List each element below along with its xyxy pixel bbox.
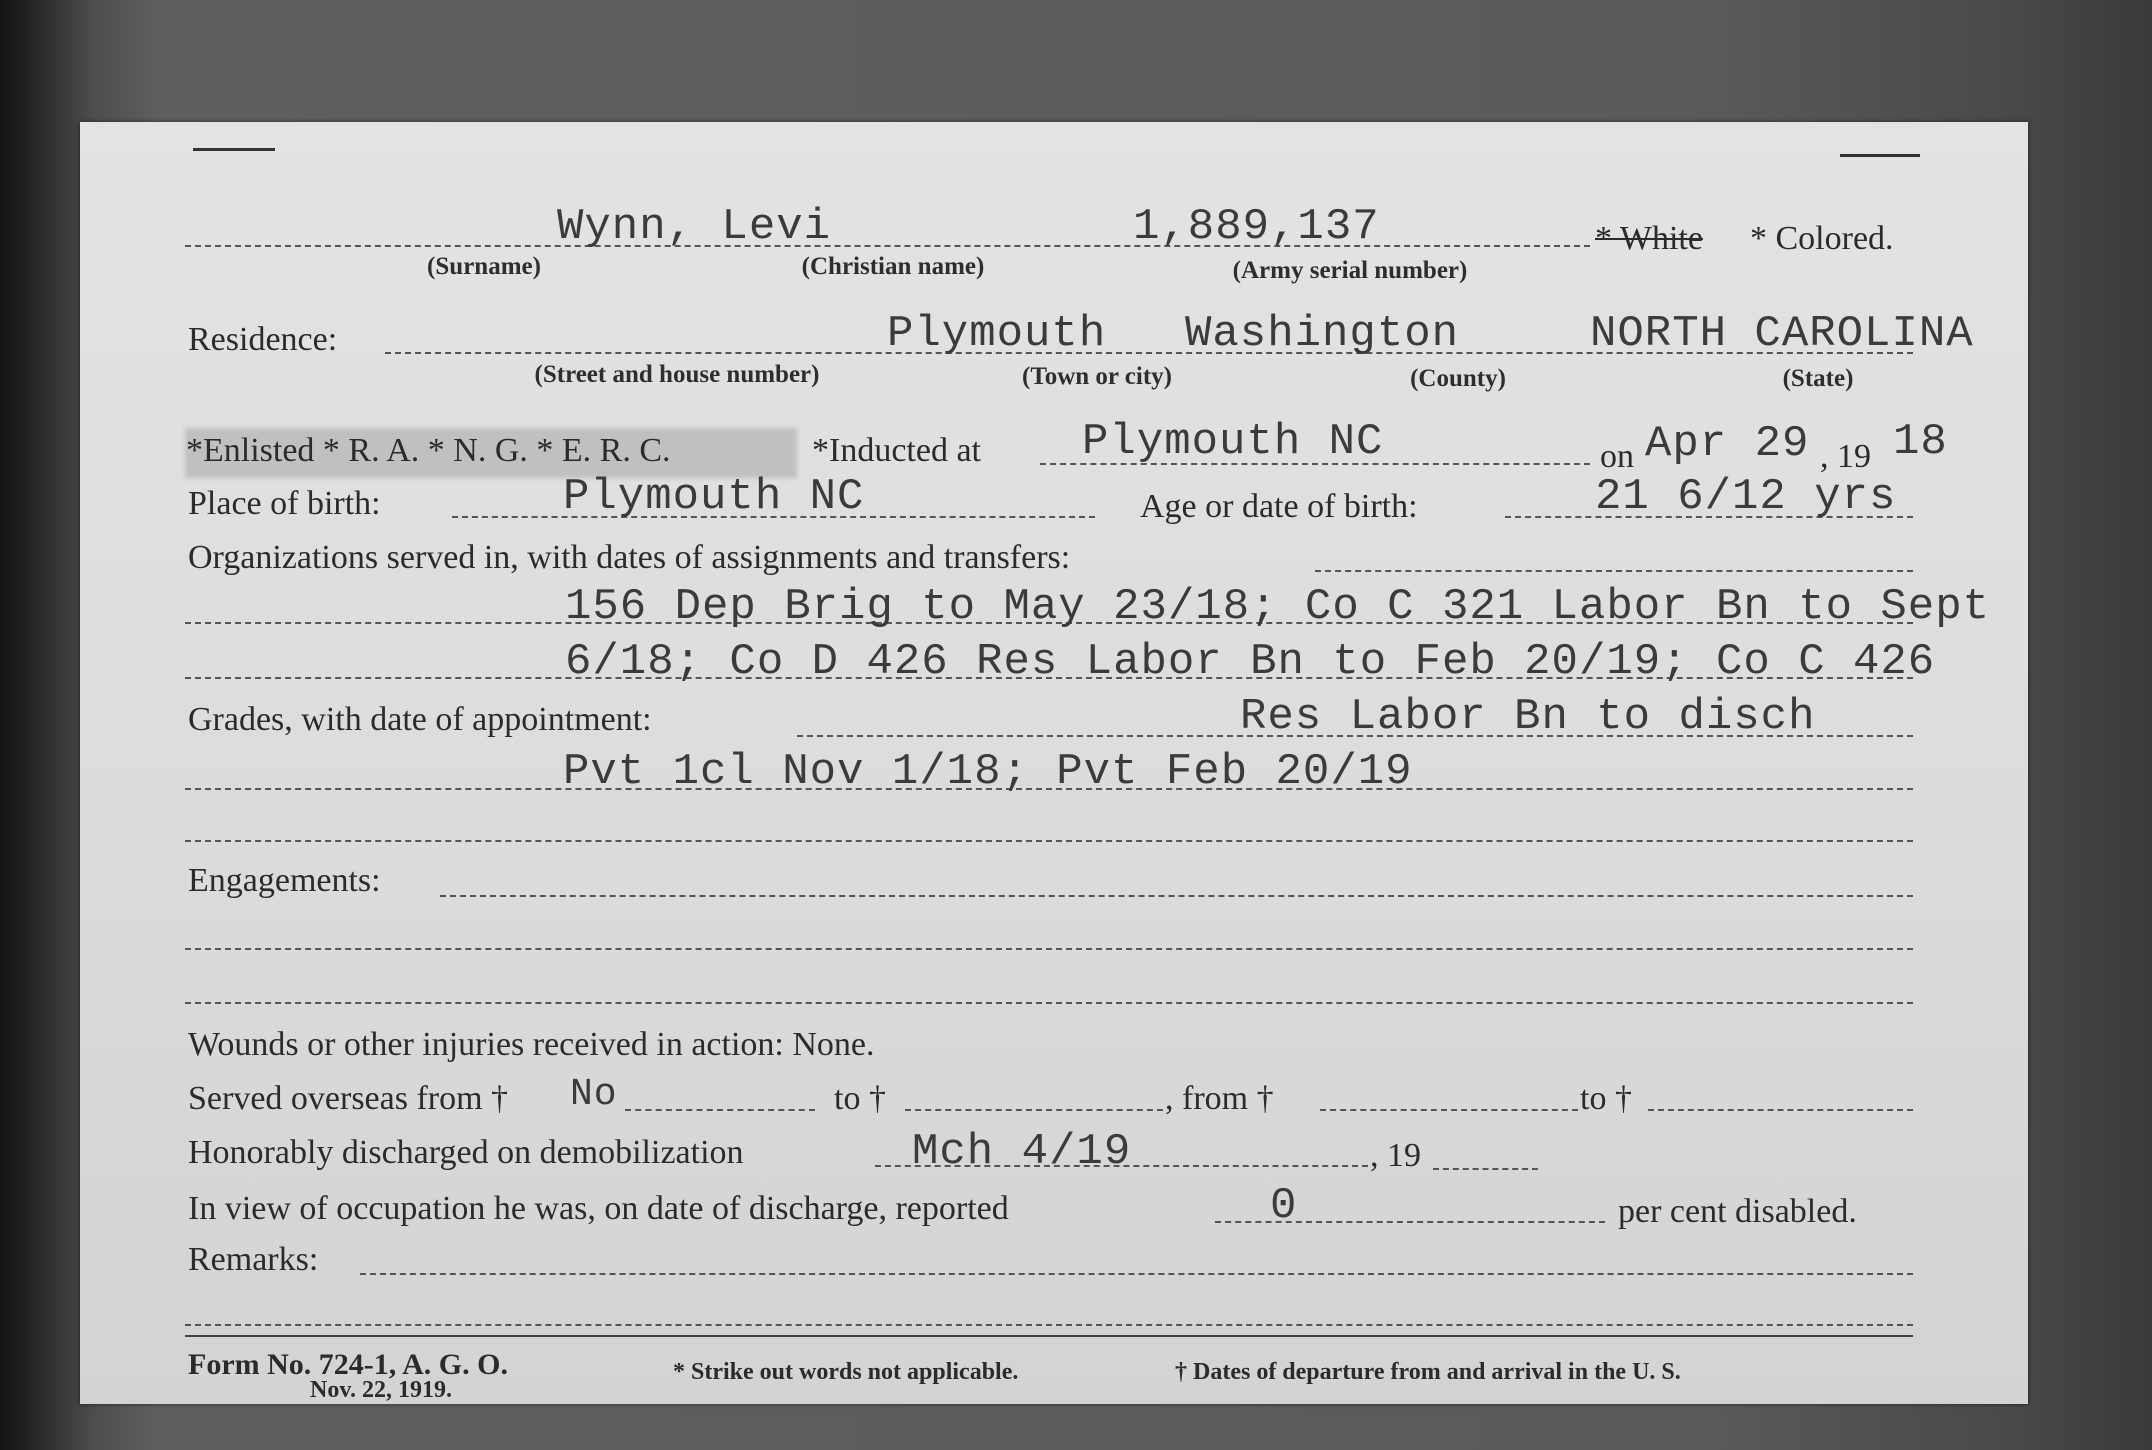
army-serial-number: 1,889,137	[1133, 202, 1380, 252]
engagements-line-0	[440, 895, 1913, 897]
overseas-label: Served overseas from †	[188, 1080, 509, 1117]
overseas-value: No	[570, 1073, 618, 1116]
inducted-label: *Inducted at	[812, 432, 981, 469]
residence-label: Residence:	[188, 321, 338, 358]
discharge-date: Mch 4/19	[912, 1127, 1132, 1177]
discharge-year-line	[1433, 1168, 1538, 1170]
induction-date: Apr 29	[1645, 419, 1810, 469]
form-number: Form No. 724-1, A. G. O.	[188, 1348, 508, 1381]
county-caption: (County)	[1410, 365, 1506, 392]
organizations-text-3: Res Labor Bn to disch	[1240, 692, 1816, 742]
form-date: Nov. 22, 1919.	[310, 1377, 453, 1403]
christian-name-caption: (Christian name)	[801, 253, 985, 280]
remarks-line-0	[360, 1273, 1913, 1275]
organizations-text-1: 156 Dep Brig to May 23/18; Co C 321 Labor Bn to Sept	[565, 582, 1991, 632]
overseas-to-label: to †	[834, 1080, 886, 1117]
organizations-label: Organizations served in, with dates of assignments and transfers:	[188, 539, 1071, 576]
soldier-name: Wynn, Levi	[557, 202, 832, 252]
grades-label: Grades, with date of appointment:	[188, 701, 652, 738]
engagements-line-1	[185, 948, 1913, 950]
bottom-rule	[185, 1335, 1913, 1337]
overseas-to2-label: to †	[1580, 1080, 1632, 1117]
strike-note: * Strike out words not applicable.	[673, 1359, 1019, 1385]
overseas-line-1	[625, 1109, 815, 1111]
engagements-line-2	[185, 1002, 1913, 1004]
state-caption: (State)	[1782, 365, 1854, 392]
induction-year: 18	[1893, 417, 1948, 467]
disability-label: In view of occupation he was, on date of discharge, reported	[188, 1190, 1009, 1227]
overseas-line-4	[1648, 1109, 1913, 1111]
dates-note: † Dates of departure from and arrival in the U. S.	[1175, 1359, 1681, 1385]
residence-county: Washington	[1185, 309, 1460, 359]
serial-number-caption: (Army serial number)	[1232, 257, 1468, 284]
wounds-label: Wounds or other injuries received in action: None.	[188, 1026, 875, 1063]
overseas-line-2	[905, 1109, 1163, 1111]
top-right-rule	[1840, 154, 1920, 157]
engagements-label: Engagements:	[188, 862, 381, 899]
disability-value: 0	[1270, 1181, 1298, 1231]
induction-on-label: on	[1600, 438, 1634, 475]
town-caption: (Town or city)	[1022, 363, 1172, 390]
surname-caption: (Surname)	[427, 253, 541, 280]
discharge-year-label: , 19	[1370, 1137, 1421, 1174]
race-white-option: * White	[1595, 220, 1703, 257]
grades-line-2	[185, 840, 1913, 842]
age-label: Age or date of birth:	[1140, 488, 1418, 525]
organizations-line-0	[1315, 570, 1913, 572]
remarks-line-1	[185, 1324, 1913, 1326]
residence-state: NORTH CAROLINA	[1590, 309, 1974, 359]
place-of-birth-label: Place of birth:	[188, 485, 381, 522]
discharge-label: Honorably discharged on demobilization	[188, 1134, 744, 1171]
residence-town: Plymouth	[887, 309, 1107, 359]
place-of-birth: Plymouth NC	[563, 472, 865, 522]
enlisted-options: *Enlisted * R. A. * N. G. * E. R. C.	[186, 432, 671, 469]
street-caption: (Street and house number)	[534, 361, 820, 388]
age-value: 21 6/12 yrs	[1595, 472, 1897, 522]
remarks-label: Remarks:	[188, 1241, 319, 1278]
inducted-place: Plymouth NC	[1082, 417, 1384, 467]
disability-suffix: per cent disabled.	[1618, 1193, 1857, 1230]
organizations-text-2: 6/18; Co D 426 Res Labor Bn to Feb 20/19; Co C 426	[565, 637, 1936, 687]
overseas-from-label: , from †	[1165, 1080, 1274, 1117]
induction-year-prefix: , 19	[1820, 438, 1871, 475]
overseas-line-3	[1320, 1109, 1578, 1111]
race-colored-option: * Colored.	[1750, 220, 1894, 257]
top-left-rule	[193, 148, 275, 151]
grades-text-1: Pvt 1cl Nov 1/18; Pvt Feb 20/19	[563, 747, 1413, 797]
